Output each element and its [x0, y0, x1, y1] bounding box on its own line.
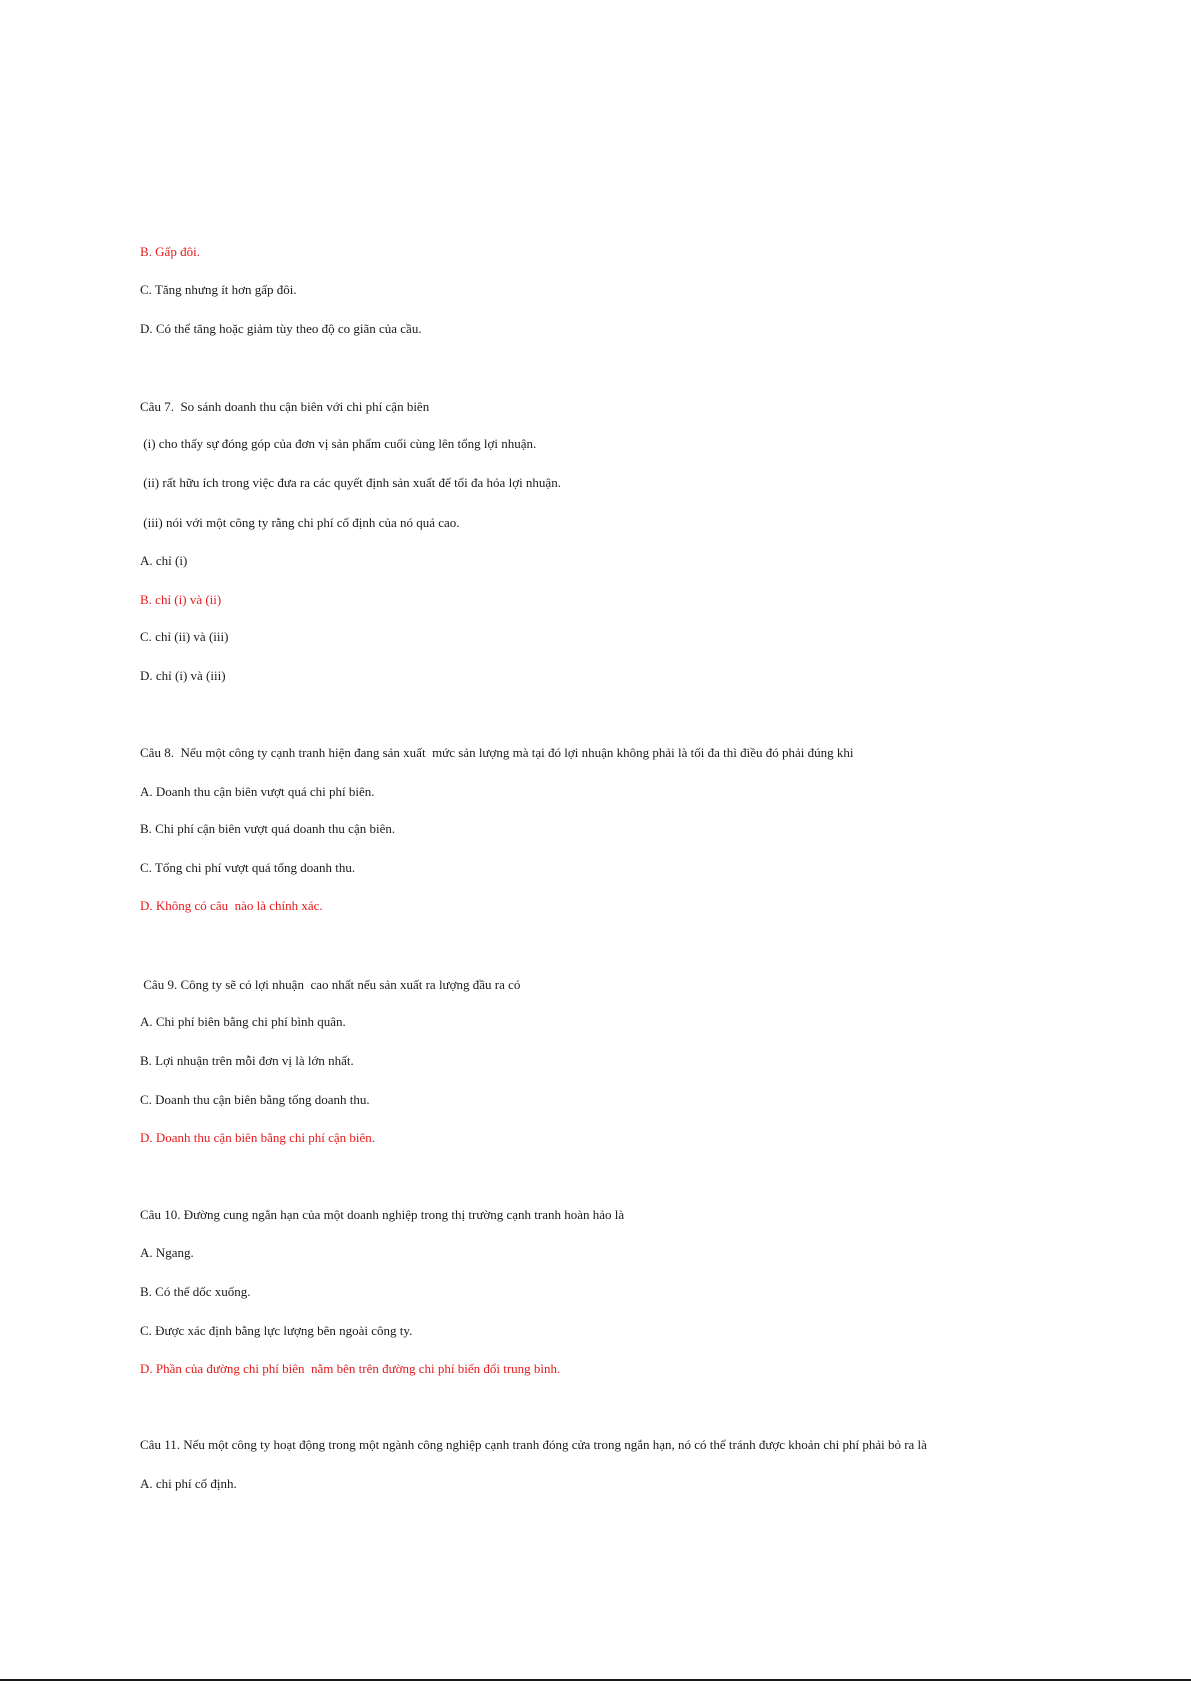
- statement-item: (iii) nói với một công ty rằng chi phí cố định của nó quá cao.: [140, 515, 460, 530]
- answer-option: C. chỉ (ii) và (iii): [140, 629, 229, 644]
- answer-option: A. chi phí cố định.: [140, 1476, 237, 1491]
- question-heading: Câu 10. Đường cung ngắn hạn của một doanh nghiệp trong thị trường cạnh tranh hoàn hảo là: [140, 1207, 625, 1222]
- answer-option: D. Phần của đường chi phí biên nằm bên trên đường chi phí biến đổi trung bình.: [140, 1361, 561, 1376]
- answer-option: B. Lợi nhuận trên mỗi đơn vị là lớn nhất.: [140, 1053, 354, 1068]
- answer-option: D. Doanh thu cận biên bằng chi phí cận biên.: [140, 1130, 376, 1145]
- answer-option: C. Tăng nhưng ít hơn gấp đôi.: [140, 282, 297, 297]
- answer-option: C. Được xác định bằng lực lượng bên ngoài công ty.: [140, 1323, 413, 1338]
- question-heading: Câu 11. Nếu một công ty hoạt động trong một ngành công nghiệp cạnh tranh đóng cửa trong ngắn hạn, nó có thể tránh được khoản chi phí phải bỏ ra là: [140, 1437, 927, 1452]
- answer-option: C. Tổng chi phí vượt quá tổng doanh thu.: [140, 860, 356, 875]
- page-bottom-rule: [0, 1679, 1191, 1681]
- answer-option: B. Có thể dốc xuống.: [140, 1284, 251, 1299]
- question-heading: Câu 7. So sánh doanh thu cận biên với chi phí cận biên: [140, 399, 430, 414]
- question-heading: Câu 9. Công ty sẽ có lợi nhuận cao nhất nếu sản xuất ra lượng đầu ra có: [140, 977, 521, 992]
- answer-option: B. Chi phí cận biên vượt quá doanh thu cận biên.: [140, 821, 396, 836]
- answer-option: A. Chi phí biên bằng chi phí bình quân.: [140, 1014, 346, 1029]
- answer-option: D. Không có câu nào là chính xác.: [140, 898, 323, 913]
- answer-option: D. chỉ (i) và (iii): [140, 668, 226, 683]
- answer-option: B. Gấp đôi.: [140, 244, 200, 259]
- question-heading: Câu 8. Nếu một công ty cạnh tranh hiện đang sản xuất mức sản lượng mà tại đó lợi nhuận không phải là tối đa thì điều đó phải đúng khi: [140, 745, 854, 760]
- answer-option: C. Doanh thu cận biên bằng tổng doanh thu.: [140, 1092, 370, 1107]
- statement-item: (ii) rất hữu ích trong việc đưa ra các quyết định sản xuất để tối đa hóa lợi nhuận.: [140, 475, 561, 490]
- answer-option: D. Có thể tăng hoặc giảm tùy theo độ co giãn của cầu.: [140, 321, 422, 336]
- statement-item: (i) cho thấy sự đóng góp của đơn vị sản phẩm cuối cùng lên tổng lợi nhuận.: [140, 436, 537, 451]
- answer-option: A. chỉ (i): [140, 553, 188, 568]
- answer-option: B. chỉ (i) và (ii): [140, 592, 222, 607]
- answer-option: A. Ngang.: [140, 1245, 194, 1260]
- answer-option: A. Doanh thu cận biên vượt quá chi phí biên.: [140, 784, 375, 799]
